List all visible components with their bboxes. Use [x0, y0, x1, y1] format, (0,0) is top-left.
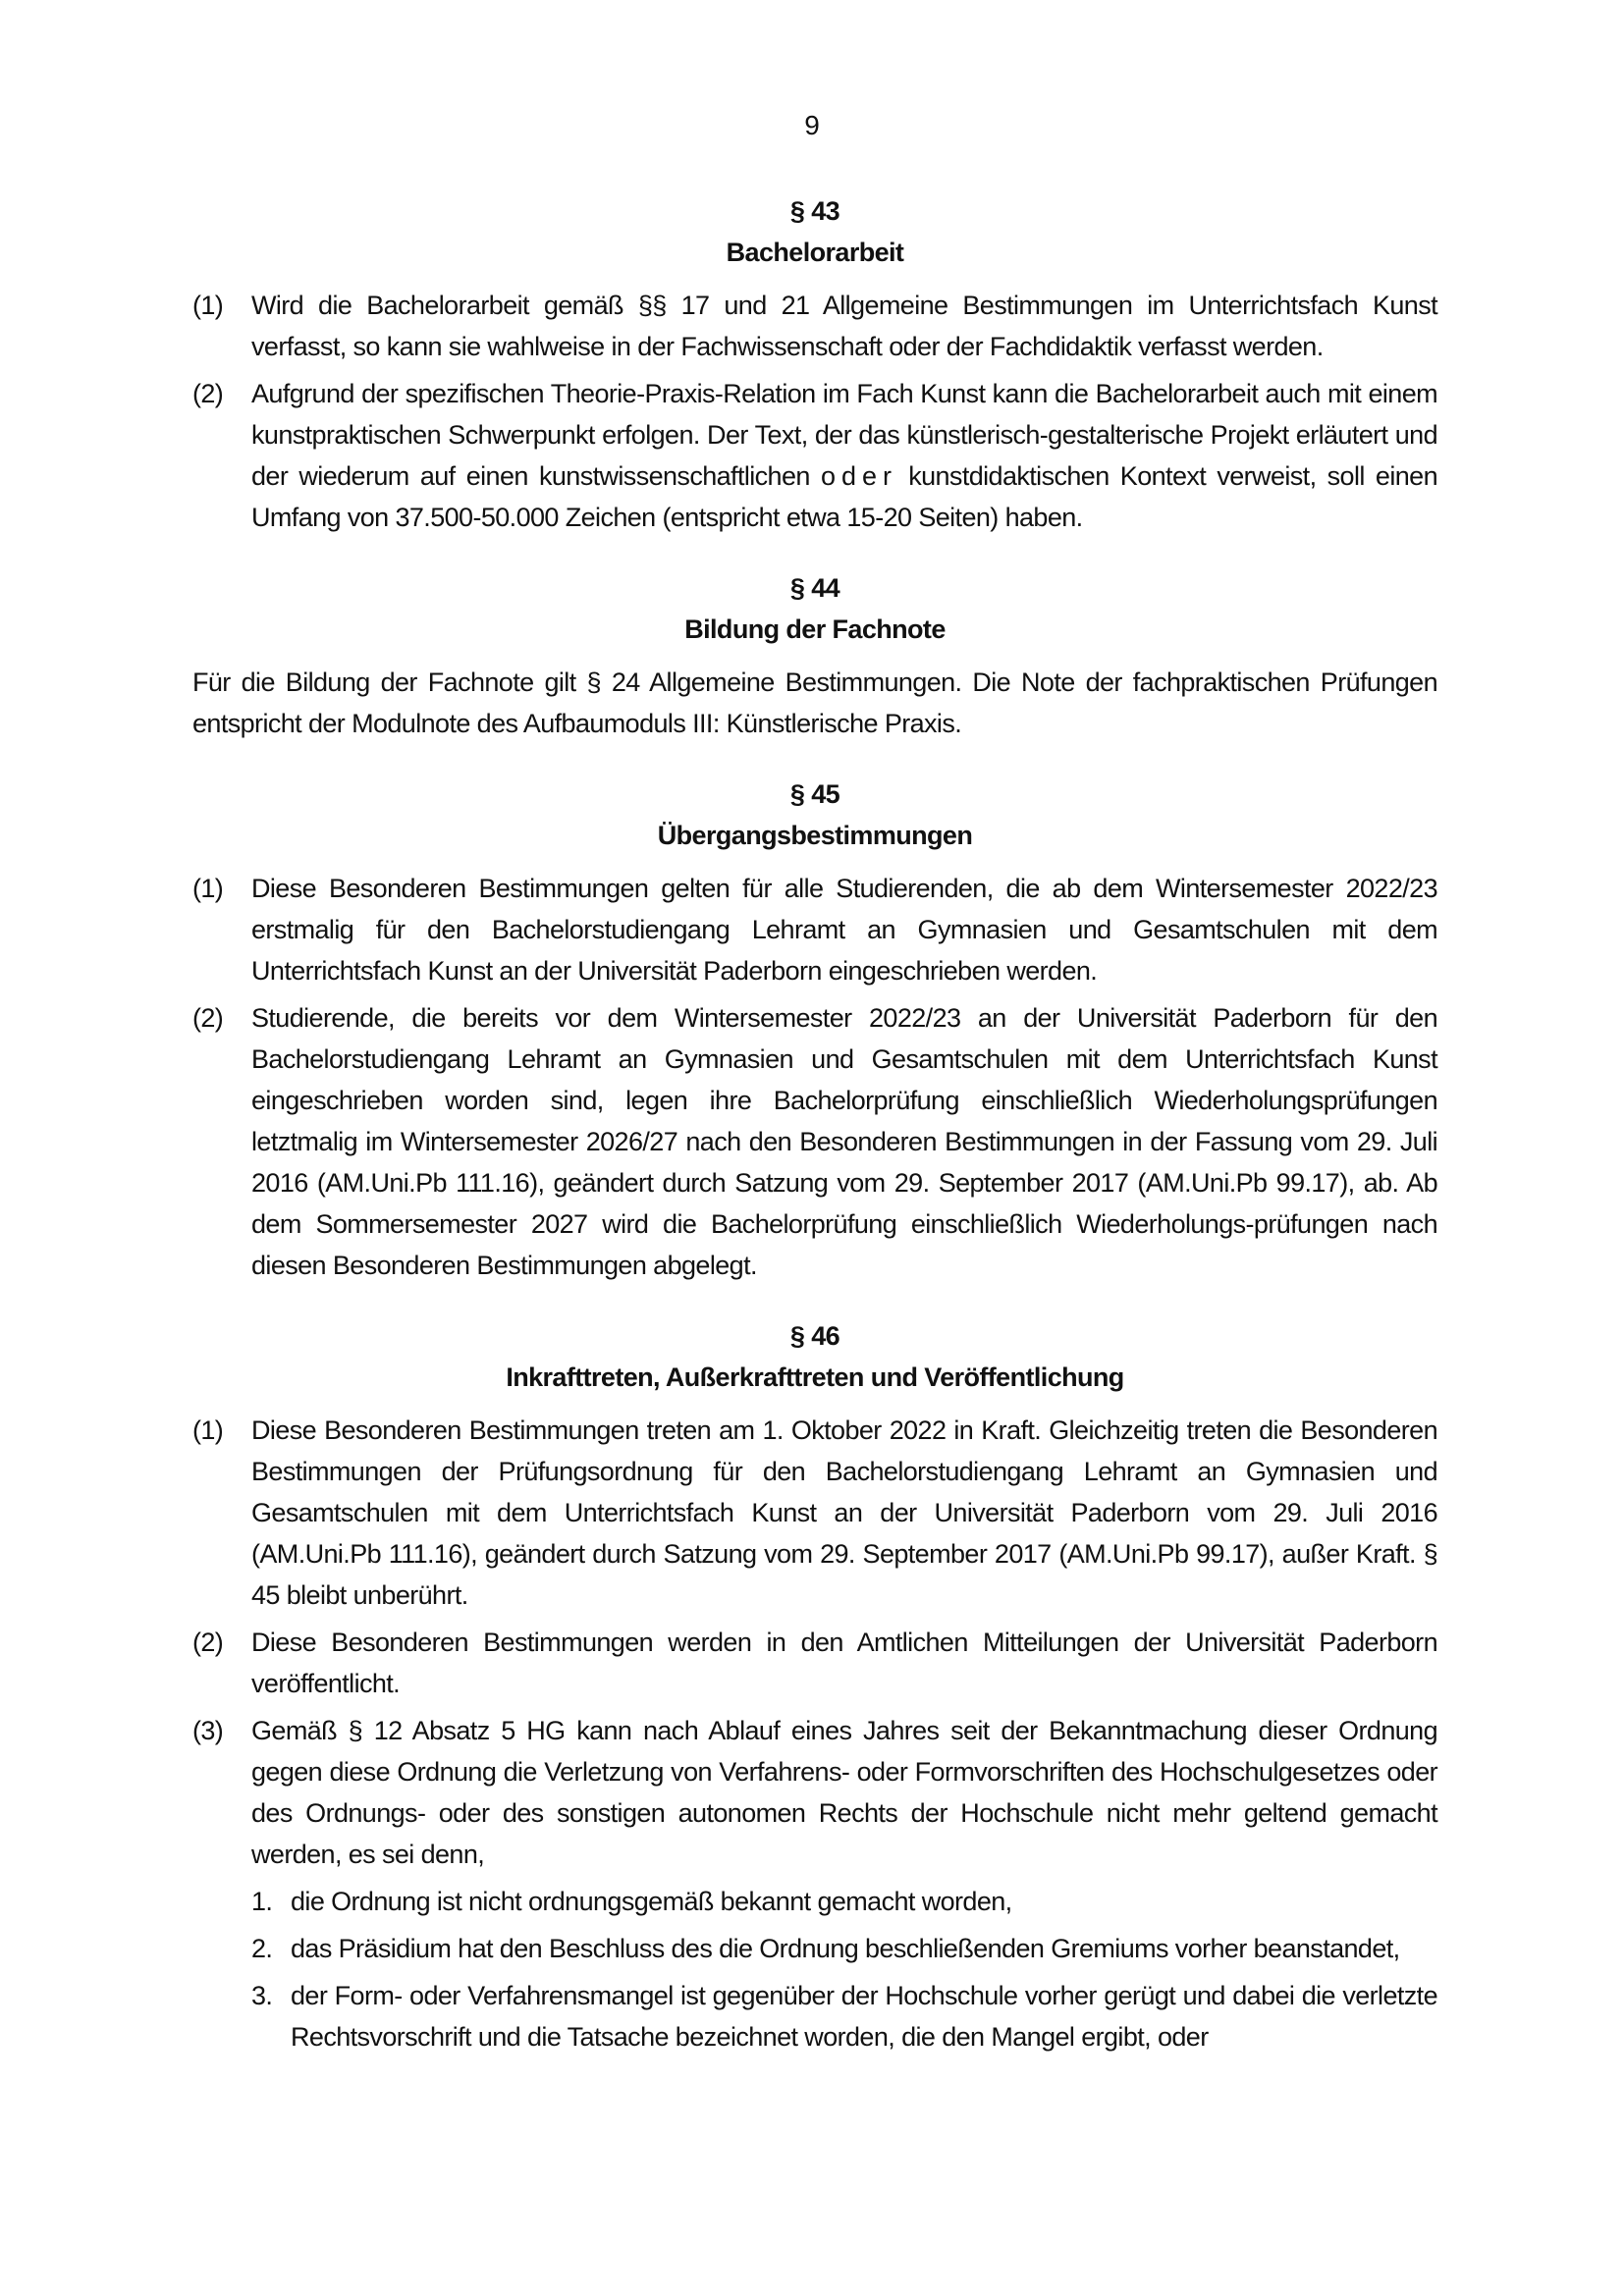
paragraph-item: [192, 1410, 1437, 1616]
item-number: (1): [192, 874, 224, 903]
paragraph-item: [192, 997, 1437, 1286]
list-item-number: 1.: [251, 1887, 273, 1916]
paragraph-item: [192, 1710, 1437, 1875]
list-item-number: 2.: [251, 1934, 273, 1963]
page-number: 9: [804, 110, 820, 140]
section-title: Bildung der Fachnote: [684, 614, 946, 644]
list-item: [251, 1975, 1437, 2057]
item-text: Diese Besonderen Bestimmungen gelten für alle Studierenden, die ab dem Wintersemester 2022/23 erstmalig für den Bachelorstudiengang Lehramt an Gymnasien und Gesamtschulen mit dem Unterrichtsfach Kunst an der Universität Paderborn eingeschrieben werden.: [251, 874, 1437, 986]
item-text-part: Aufgrund der spezifischen Theorie-Praxis-Relation im Fach Kunst kann die Bachelorarbeit auch mit einem kunstpraktischen Schwerpunkt erfolgen. Der Text, der das künstlerisch-gestalterische Projekt erläutert und der wiederum auf einen kunstwissenschaftlichen: [251, 379, 1437, 491]
section-text: Für die Bildung der Fachnote gilt § 24 Allgemeine Bestimmungen. Die Note der fachpraktischen Prüfungen entspricht der Modulnote des Aufbaumoduls III: Künstlerische Praxis.: [192, 667, 1437, 738]
item-number: (1): [192, 291, 224, 320]
item-text: Gemäß § 12 Absatz 5 HG kann nach Ablauf eines Jahres seit der Bekanntmachung dieser Ordnung gegen diese Ordnung die Verletzung von Verfahrens- oder Formvorschriften des Hochschulgesetzes oder des Ordnungs- oder des sonstigen autonomen Rechts der Hochschule nicht mehr geltend gemacht werden, es sei denn,: [251, 1716, 1437, 1869]
list-item-text: die Ordnung ist nicht ordnungsgemäß bekannt gemacht worden,: [291, 1887, 1012, 1916]
section-number: § 44: [789, 573, 840, 603]
item-number: (3): [192, 1716, 224, 1745]
item-text-part: kunstdidaktischen Kontext verweist, soll einen Umfang von 37.500-50.000 Zeichen (entspricht etwa 15-20 Seiten) haben.: [251, 461, 1437, 532]
spaced-word: oder: [820, 461, 898, 491]
item-number: (2): [192, 379, 224, 408]
paragraph-item: [192, 868, 1437, 991]
item-text: Studierende, die bereits vor dem Wintersemester 2022/23 an der Universität Paderborn für den Bachelorstudiengang Lehramt an Gymnasien und Gesamtschulen mit dem Unterrichtsfach Kunst eingeschrieben worden sind, legen ihre Bachelorprüfung einschließlich Wiederholungsprüfungen letztmalig im Wintersemester 2026/27 nach den Besonderen Bestimmungen in der Fassung vom 29. Juli 2016 (AM.Uni.Pb 111.16), geändert durch Satzung vom 29. September 2017 (AM.Uni.Pb 99.17), ab. Ab dem Sommersemester 2027 wird die Bachelorprüfung einschließlich Wiederholungs-prüfungen nach diesen Besonderen Bestimmungen abgelegt.: [251, 1003, 1437, 1280]
item-number: (2): [192, 1628, 224, 1657]
paragraph-item: [192, 285, 1437, 367]
section-heading: [192, 1315, 1437, 1398]
section-number: § 43: [789, 196, 840, 226]
section-title: Inkrafttreten, Außerkrafttreten und Veröffentlichung: [506, 1362, 1124, 1392]
list-item-text: das Präsidium hat den Beschluss des die Ordnung beschließenden Gremiums vorher beanstandet,: [291, 1934, 1400, 1963]
page-content: [192, 190, 1437, 2087]
list-item-text: der Form- oder Verfahrensmangel ist gegenüber der Hochschule vorher gerügt und dabei die verletzte Rechtsvorschrift und die Tatsache bezeichnet worden, die den Mangel ergibt, oder: [291, 1981, 1437, 2052]
list-item: [251, 1881, 1437, 1922]
section-number: § 45: [789, 779, 840, 809]
list-item: [251, 1928, 1437, 1969]
paragraph-item: [192, 373, 1437, 538]
section-43: [192, 190, 1437, 538]
section-heading: [192, 567, 1437, 650]
list-item-number: 3.: [251, 1981, 273, 2010]
section-44: [192, 567, 1437, 744]
section-45: [192, 774, 1437, 1286]
section-title: Übergangsbestimmungen: [657, 821, 973, 850]
section-number: § 46: [789, 1321, 840, 1351]
item-text: Diese Besonderen Bestimmungen treten am 1. Oktober 2022 in Kraft. Gleichzeitig treten die Besonderen Bestimmungen der Prüfungsordnung für den Bachelorstudiengang Lehramt an Gymnasien und Gesamtschulen mit dem Unterrichtsfach Kunst an der Universität Paderborn vom 29. Juli 2016 (AM.Uni.Pb 111.16), geändert durch Satzung vom 29. September 2017 (AM.Uni.Pb 99.17), außer Kraft. § 45 bleibt unberührt.: [251, 1415, 1437, 1610]
paragraph-item: [192, 1622, 1437, 1704]
item-number: (2): [192, 1003, 224, 1033]
item-text: Diese Besonderen Bestimmungen werden in den Amtlichen Mitteilungen der Universität Paderborn veröffentlicht.: [251, 1628, 1437, 1698]
item-text: Wird die Bachelorarbeit gemäß §§ 17 und 21 Allgemeine Bestimmungen im Unterrichtsfach Kunst verfasst, so kann sie wahlweise in der Fachwissenschaft oder der Fachdidaktik verfasst werden.: [251, 291, 1437, 361]
section-title: Bachelorarbeit: [726, 238, 904, 267]
section-heading: [192, 190, 1437, 273]
section-heading: [192, 774, 1437, 856]
item-text: [251, 373, 1437, 538]
section-46: [192, 1315, 1437, 2057]
item-number: (1): [192, 1415, 224, 1445]
